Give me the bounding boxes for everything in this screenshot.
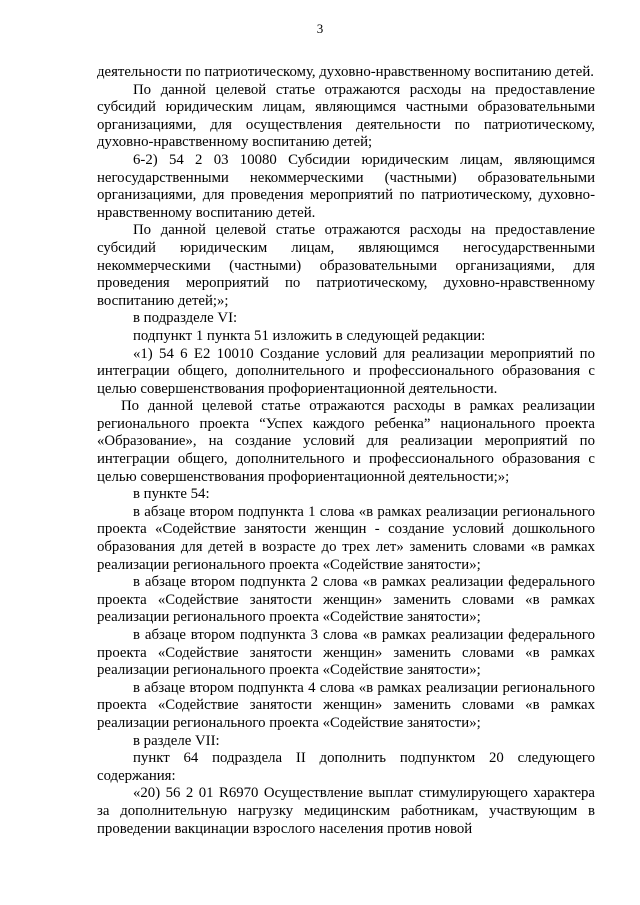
document-body <box>97 64 595 838</box>
paragraph-subpoint-4: в абзаце втором подпункта 4 слова «в рамках реализации регионального проекта «Содействие занятости женщин» заменить словами «в рамках реализации регионального проекта «Содействие занятости»; <box>97 679 595 731</box>
paragraph-description-1: По данной целевой статье отражаются расходы на предоставление субсидий юридическим лицам, являющимся частными образовательными организациями, для осуществления деятельности по патриотическому, духовно-нравственному воспитанию детей; <box>97 81 595 151</box>
paragraph-item-6-2: 6-2) 54 2 03 10080 Субсидии юридическим лицам, являющимся негосударственными некоммерческими (частными) образовательными организациями, для проведения мероприятий по патриотическому, духовно-нравственному воспитанию детей. <box>97 151 595 221</box>
paragraph-subpoint-1-point-51: подпункт 1 пункта 51 изложить в следующей редакции: <box>133 327 486 344</box>
paragraph-continuation: деятельности по патриотическому, духовно-нравственному воспитанию детей. <box>97 64 594 80</box>
paragraph-subpoint-1: в абзаце втором подпункта 1 слова «в рамках реализации регионального проекта «Содействие занятости женщин - создание условий дошкольного образования для детей в возрасте до трех лет» заменить словами «в рамках реализации регионального проекта «Содействие занятости»; <box>97 503 595 573</box>
paragraph-item-1: «1) 54 6 Е2 10010 Создание условий для реализации мероприятий по интеграции общего, дополнительного и профессионального образования с целью совершенствования профориентационной деятельности. <box>97 345 595 397</box>
paragraph-description-3: По данной целевой статье отражаются расходы в рамках реализации регионального проекта “Успех каждого ребенка” национального проекта «Образование», на создание условий для реализации мероприятий по интеграции общего, дополнительного и профессионального образования с целью совершенствования профориентационной деятельности;»; <box>97 398 595 485</box>
paragraph-description-2: По данной целевой статье отражаются расходы на предоставление субсидий юридическим лицам, являющимся негосударственными некоммерческими (частными) образовательными организациями, для проведения мероприятий по патриотическому, духовно-нравственному воспитанию детей;»; <box>97 222 595 309</box>
paragraph-point-54: в пункте 54: <box>133 486 210 503</box>
paragraph-item-20: «20) 56 2 01 R6970 Осуществление выплат стимулирующего характера за дополнительную нагрузку медицинским работникам, участвующим в проведении вакцинации взрослого населения против новой <box>97 785 595 837</box>
paragraph-section-vii: в разделе VII: <box>133 732 220 749</box>
paragraph-subpoint-2: в абзаце втором подпункта 2 слова «в рамках реализации федерального проекта «Содействие занятости женщин» заменить словами «в рамках реализации регионального проекта «Содействие занятости»; <box>97 574 595 626</box>
paragraph-subsection-vi: в подразделе VI: <box>133 310 238 327</box>
paragraph-subpoint-3: в абзаце втором подпункта 3 слова «в рамках реализации федерального проекта «Содействие занятости женщин» заменить словами «в рамках реализации регионального проекта «Содействие занятости»; <box>97 627 595 679</box>
page-number: 3 <box>316 21 324 36</box>
paragraph-point-64: пункт 64 подраздела II дополнить подпунктом 20 следующего содержания: <box>97 750 595 784</box>
